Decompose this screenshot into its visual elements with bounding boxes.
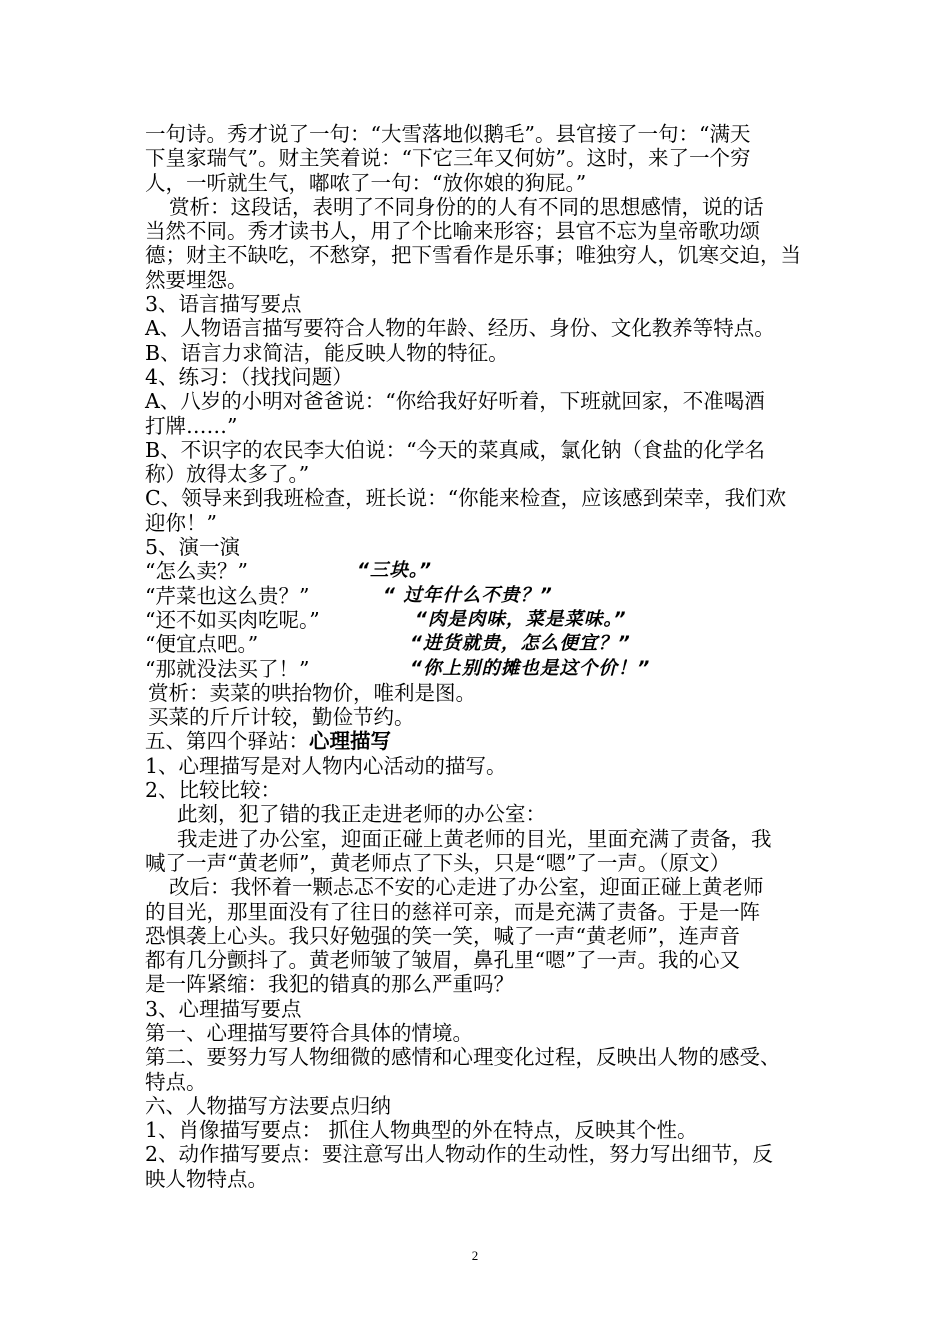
text-line: 赏析：这段话，表明了不同身份的的人有不同的思想感情，说的话 <box>169 194 764 219</box>
buyer-line: “那就没法买了！” <box>145 656 310 681</box>
text-line: 恐惧袭上心头。我只好勉强的笑一笑，喊了一声“黄老师”，连声音 <box>145 923 740 948</box>
text-line: 喊了一声“黄老师”，黄老师点了下头，只是“嗯”了一声。（原文） <box>145 850 731 875</box>
text-line: 打牌……” <box>145 413 238 438</box>
section-heading <box>145 729 815 753</box>
text-line: 此刻，犯了错的我正走进老师的办公室： <box>177 802 546 827</box>
text-line: 特点。 <box>145 1069 207 1094</box>
appreciation-line: 买菜的斤斤计较，勤俭节约。 <box>148 705 415 730</box>
text-line: A、人物语言描写要符合人物的年龄、经历、身份、文化教养等特点。 <box>145 316 775 341</box>
seller-line: “肉是肉味，菜是菜味。” <box>415 608 627 630</box>
buyer-line: “便宜点吧。” <box>145 632 259 657</box>
text-line: 人，一听就生气，嘟哝了一句：“放你娘的狗屁。” <box>145 170 587 195</box>
dialogue-row <box>145 632 815 656</box>
section-heading: 六、人物描写方法要点归纳 <box>145 1093 391 1118</box>
text-line: 是一阵紧缩：我犯的错真的那么严重吗？ <box>145 972 514 997</box>
buyer-line: “还不如买肉吃呢。” <box>145 607 320 632</box>
document-page <box>145 122 815 1191</box>
text-line: 迎你！” <box>145 510 217 535</box>
heading: 5、演一演 <box>145 535 241 560</box>
seller-line: “三块。” <box>357 560 433 582</box>
dialogue-row <box>145 657 815 681</box>
text-line: 改后：我怀着一颗忐忑不安的心走进了办公室，迎面正碰上黄老师 <box>169 875 764 900</box>
text-line: 一句诗。秀才说了一句：“大雪落地似鹅毛”。县官接了一句：“满天 <box>145 122 751 146</box>
heading: 2、比较比较： <box>145 778 282 803</box>
text-line: 1、肖像描写要点： 抓住人物典型的外在特点，反映其个性。 <box>145 1118 698 1143</box>
text-line: 德；财主不缺吃，不愁穿，把下雪看作是乐事；唯独穷人，饥寒交迫，当 <box>145 243 801 268</box>
appreciation-line: 赏析：卖菜的哄抬物价，唯利是图。 <box>148 680 476 705</box>
seller-line: “进货就贵，怎么便宜？” <box>410 633 631 655</box>
text-line: 当然不同。秀才读书人，用了个比喻来形容；县官不忘为皇帝歌功颂 <box>145 219 760 244</box>
text-line: 第一、心理描写要符合具体的情境。 <box>145 1020 473 1045</box>
text-line: 2、动作描写要点：要注意写出人物动作的生动性，努力写出细节，反 <box>145 1142 774 1167</box>
text-line: 的目光，那里面没有了往日的慈祥可亲，而是充满了责备。于是一阵 <box>145 899 760 924</box>
text-line: C、领导来到我班检查，班长说：“你能来检查，应该感到荣幸，我们欢 <box>145 486 787 511</box>
section-keyword: 心理描写 <box>309 729 391 754</box>
text-line: B、不识字的农民李大伯说：“今天的菜真咸，氯化钠（食盐的化学名 <box>145 437 766 462</box>
heading: 4、练习：（找找问题） <box>145 364 353 389</box>
text-line: 下皇家瑞气”。财主笑着说：“下它三年又何妨”。这时，来了一个穷 <box>145 146 751 171</box>
text-line: 称）放得太多了。” <box>145 462 310 487</box>
text-line: 然要埋怨。 <box>145 267 248 292</box>
page-number: 2 <box>471 1248 479 1263</box>
buyer-line: “怎么卖？” <box>145 559 248 584</box>
heading: 3、心理描写要点 <box>145 996 302 1021</box>
text-line: 1、心理描写是对人物内心活动的描写。 <box>145 753 507 778</box>
seller-line: “你上别的摊也是这个价！” <box>410 657 651 679</box>
dialogue-row <box>145 559 815 583</box>
text-line: 我走进了办公室，迎面正碰上黄老师的目光，里面充满了责备，我 <box>177 826 772 851</box>
text-line: 第二、要努力写人物细微的感情和心理变化过程，反映出人物的感受、 <box>145 1045 781 1070</box>
heading: 3、语言描写要点 <box>145 292 302 317</box>
text-line: 都有几分颤抖了。黄老师皱了皱眉，鼻孔里“嗯”了一声。我的心又 <box>145 948 740 973</box>
dialogue-row <box>145 584 815 608</box>
text-line: A、八岁的小明对爸爸说：“你给我好好听着，下班就回家，不准喝酒 <box>145 389 765 414</box>
text-line: B、语言力求简洁，能反映人物的特征。 <box>145 340 509 365</box>
seller-line: “ 过年什么不贵？” <box>383 584 553 606</box>
dialogue-row <box>145 608 815 632</box>
text-line: 映人物特点。 <box>145 1166 268 1191</box>
section-prefix: 五、第四个驿站： <box>145 729 309 754</box>
buyer-line: “芹菜也这么贵？” <box>145 583 310 608</box>
